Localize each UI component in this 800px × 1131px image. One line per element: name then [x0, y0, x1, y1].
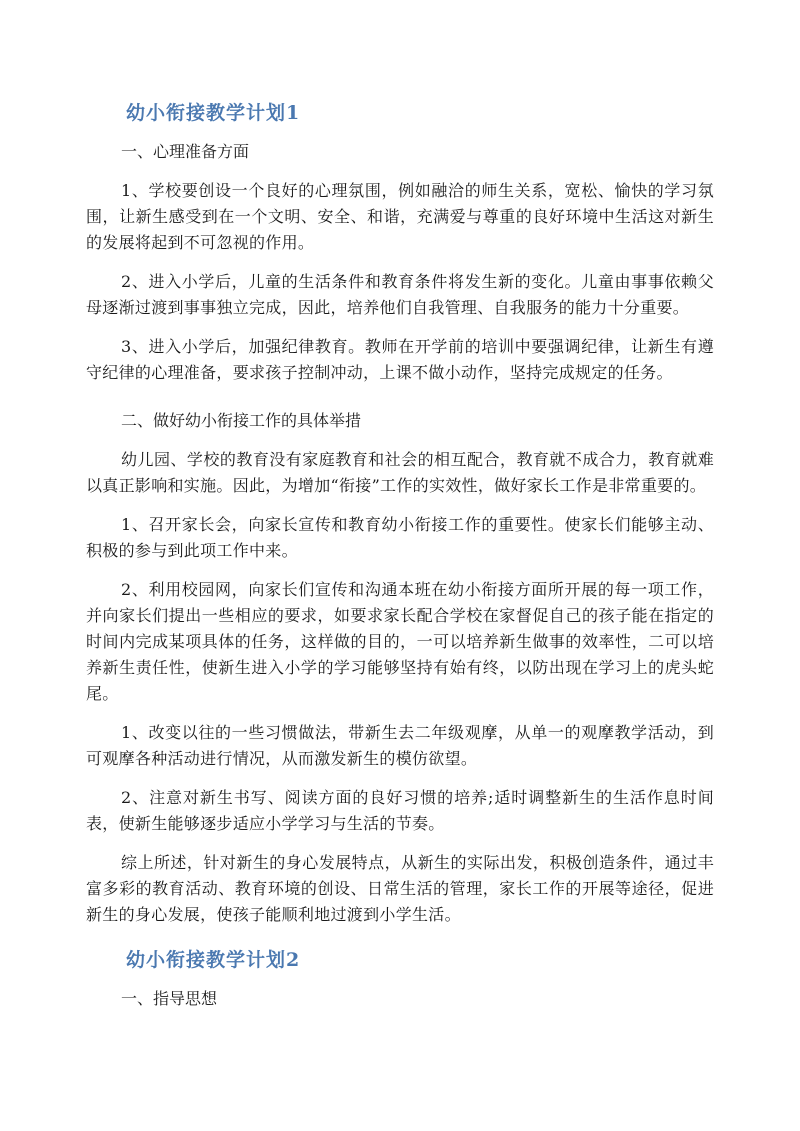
paragraph-8: 2、注意对新生书写、阅读方面的良好习惯的培养;适时调整新生的生活作息时间表，使新生能够逐步适应小学学习与生活的节奏。: [86, 788, 714, 833]
paragraph-5: 1、召开家长会，向家长宣传和教育幼小衔接工作的重要性。使家长们能够主动、积极的参与到此项工作中来。: [86, 515, 714, 560]
paragraph-3: 3、进入小学后，加强纪律教育。教师在开学前的培训中要强调纪律，让新生有遵守纪律的心理准备，要求孩子控制冲动，上课不做小动作，坚持完成规定的任务。: [86, 337, 714, 382]
paragraph-7: 1、改变以往的一些习惯做法，带新生去二年级观摩，从单一的观摩教学活动，到可观摩各种活动进行情况，从而激发新生的模仿欲望。: [86, 723, 714, 768]
section-title-psychological-prep: 一、心理准备方面: [121, 142, 250, 161]
heading-plan-2: 幼小衔接教学计划2: [126, 949, 301, 971]
heading-plan-1: 幼小衔接教学计划1: [126, 102, 301, 124]
paragraph-4: 幼儿园、学校的教育没有家庭教育和社会的相互配合，教育就不成合力，教育就难以真正影响和实施。因此，为增加“衔接”工作的实效性，做好家长工作是非常重要的。: [86, 450, 714, 495]
paragraph-2: 2、进入小学后，儿童的生活条件和教育条件将发生新的变化。儿童由事事依赖父母逐渐过渡到事事独立完成，因此，培养他们自我管理、自我服务的能力十分重要。: [86, 272, 714, 317]
section-title-guiding-ideology: 一、指导思想: [121, 989, 218, 1008]
paragraph-1: 1、学校要创设一个良好的心理氛围，例如融洽的师生关系，宽松、愉快的学习氛围，让新生感受到在一个文明、安全、和谐，充满爱与尊重的良好环境中生活这对新生的发展将起到不可忽视的作用。: [86, 181, 714, 252]
paragraph-6: 2、利用校园网，向家长们宣传和沟通本班在幼小衔接方面所开展的每一项工作，并向家长们提出一些相应的要求，如要求家长配合学校在家督促自己的孩子能在指定的时间内完成某项具体的任务，这样做的目的，一可以培养新生做事的效率性，二可以培养新生责任性，使新生进入小学的学习能够坚持有始有终，以防出现在学习上的虎头蛇尾。: [86, 580, 714, 703]
paragraph-9: 综上所述，针对新生的身心发展特点，从新生的实际出发，积极创造条件，通过丰富多彩的教育活动、教育环境的创设、日常生活的管理，家长工作的开展等途径，促进新生的身心发展，使孩子能顺利地过渡到小学生活。: [86, 853, 714, 924]
section-title-measures: 二、做好幼小衔接工作的具体举措: [121, 411, 362, 430]
